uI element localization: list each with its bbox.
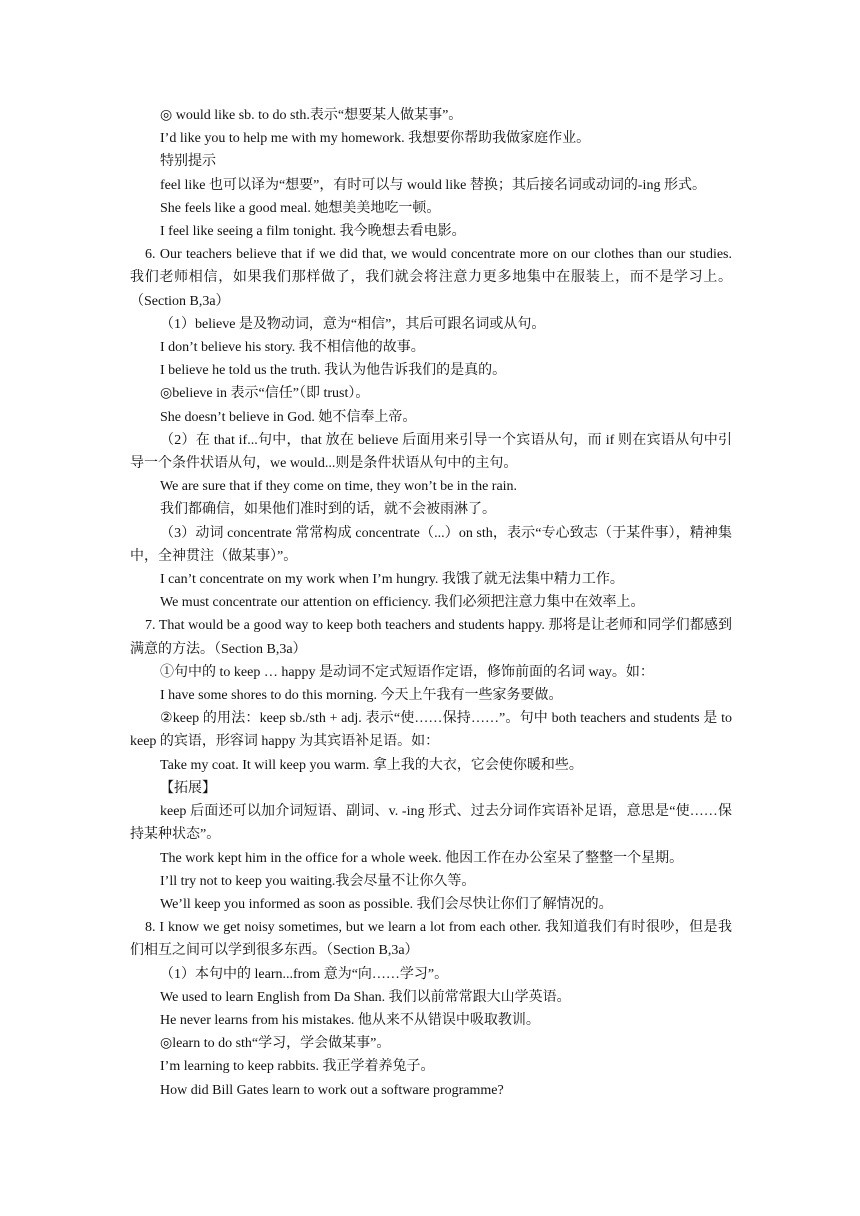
paragraph-line: How did Bill Gates learn to work out a software programme? xyxy=(160,1082,504,1098)
paragraph-line: ②keep 的用法：keep sb./sth + adj. 表示“使……保持……”。句中 both teachers and students 是 to keep 的宾语，形容词 happy 为其宾语补足语。如： xyxy=(130,711,732,750)
paragraph-line: I have some shores to do this morning. 今天上午我有一些家务要做。 xyxy=(160,688,563,704)
paragraph-line: 6. Our teachers believe that if we did that, we would concentrate more on our clothes than our studies. 我们老师相信，如果我们那样做了，我们就会将注意力更多地集中在服装上，而不是学习上。（Section B,3a） xyxy=(130,247,732,309)
paragraph-line: 【拓展】 xyxy=(160,780,216,796)
paragraph-line: feel like 也可以译为“想要”，有时可以与 would like 替换；其后接名词或动词的-ing 形式。 xyxy=(160,177,706,193)
paragraph-line: I feel like seeing a film tonight. 我今晚想去看电影。 xyxy=(160,224,466,240)
paragraph-line: 我们都确信，如果他们准时到的话，就不会被雨淋了。 xyxy=(160,502,496,518)
paragraph-line: We used to learn English from Da Shan. 我们以前常常跟大山学英语。 xyxy=(160,989,571,1005)
document-body xyxy=(130,104,732,1102)
paragraph-line: We must concentrate our attention on efficiency. 我们必须把注意力集中在效率上。 xyxy=(160,595,645,611)
paragraph-line: I’ll try not to keep you waiting.我会尽量不让你久等。 xyxy=(160,873,476,889)
paragraph-line: （2）在 that if...句中，that 放在 believe 后面用来引导一个宾语从句，而 if 则在宾语从句中引导一个条件状语从句，we would...则是条件状语从句中的主句。 xyxy=(130,432,732,472)
paragraph-line: ①句中的 to keep … happy 是动词不定式短语作定语，修饰前面的名词 way。如： xyxy=(160,664,654,680)
paragraph-line: He never learns from his mistakes. 他从来不从错误中吸取教训。 xyxy=(160,1012,540,1028)
paragraph-line: ◎learn to do sth“学习，学会做某事”。 xyxy=(160,1036,391,1052)
paragraph-line: （1）believe 是及物动词，意为“相信”，其后可跟名词或从句。 xyxy=(160,316,546,332)
paragraph-line: I can’t concentrate on my work when I’m hungry. 我饿了就无法集中精力工作。 xyxy=(160,572,624,588)
paragraph-line: I don’t believe his story. 我不相信他的故事。 xyxy=(160,340,425,356)
paragraph-line: keep 后面还可以加介词短语、副词、v. -ing 形式、过去分词作宾语补足语，意思是“使……保持某种状态”。 xyxy=(130,804,732,843)
paragraph-line: ◎believe in 表示“信任”（即 trust）。 xyxy=(160,386,370,402)
paragraph-line: She feels like a good meal. 她想美美地吃一顿。 xyxy=(160,200,441,216)
paragraph-line: We’ll keep you informed as soon as possible. 我们会尽快让你们了解情况的。 xyxy=(160,896,613,912)
paragraph-line: Take my coat. It will keep you warm. 拿上我的大衣，它会使你暖和些。 xyxy=(160,757,583,773)
paragraph-line: （1）本句中的 learn...from 意为“向……学习”。 xyxy=(160,966,449,982)
paragraph-line: The work kept him in the office for a whole week. 他因工作在办公室呆了整整一个星期。 xyxy=(160,850,684,866)
paragraph-line: （3）动词 concentrate 常常构成 concentrate（...）on sth，表示“专心致志（于某件事），精神集中，全神贯注（做某事）”。 xyxy=(130,525,732,564)
paragraph-line: I believe he told us the truth. 我认为他告诉我们的是真的。 xyxy=(160,363,507,379)
paragraph-line: 7. That would be a good way to keep both teachers and students happy. 那将是让老师和同学们都感到满意的方法。（Section B,3a） xyxy=(130,618,732,657)
paragraph-line: ◎ would like sb. to do sth.表示“想要某人做某事”。 xyxy=(160,108,463,123)
paragraph-line: 特别提示 xyxy=(160,154,216,170)
paragraph-line: I’d like you to help me with my homework. 我想要你帮助我做家庭作业。 xyxy=(160,131,591,147)
paragraph-line: We are sure that if they come on time, they won’t be in the rain. xyxy=(160,479,518,495)
paragraph-line: I’m learning to keep rabbits. 我正学着养兔子。 xyxy=(160,1059,435,1075)
paragraph-line: She doesn’t believe in God. 她不信奉上帝。 xyxy=(160,409,417,425)
paragraph-line: 8. I know we get noisy sometimes, but we learn a lot from each other. 我知道我们有时很吵，但是我们相互之间可以学到很多东西。（Section B,3a） xyxy=(130,920,732,959)
